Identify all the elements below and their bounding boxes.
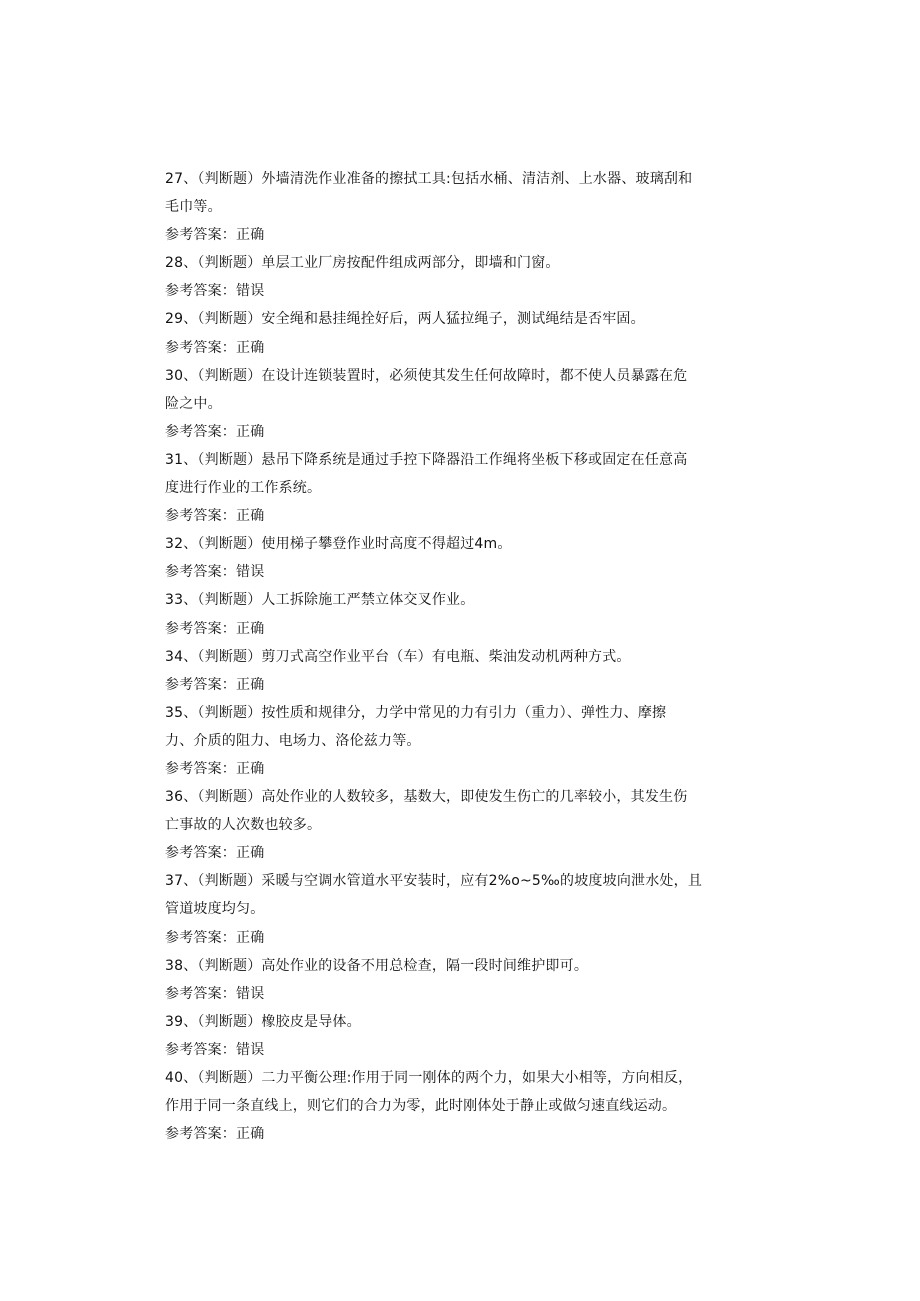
answer-value: 错误 bbox=[236, 1041, 265, 1058]
answer-line bbox=[165, 1120, 755, 1148]
question-type: （判断题） bbox=[197, 648, 262, 665]
answer-line bbox=[165, 671, 755, 699]
answer-label: 参考答案： bbox=[165, 339, 236, 356]
question-type: （判断题） bbox=[197, 311, 262, 328]
question-item bbox=[165, 1064, 755, 1148]
question-text-line bbox=[165, 390, 755, 418]
question-item bbox=[165, 699, 755, 783]
question-text: 毛巾等。 bbox=[165, 199, 222, 216]
answer-value: 正确 bbox=[236, 339, 265, 356]
question-type: （判断题） bbox=[197, 255, 262, 272]
question-text: 采暖与空调水管道水平安装时，应有2%o~5‰的坡度坡向泄水处，且 bbox=[261, 873, 703, 890]
question-type: （判断题） bbox=[197, 1013, 262, 1030]
answer-label: 参考答案： bbox=[165, 508, 236, 525]
question-text: 按性质和规律分，力学中常见的力有引力（重力）、弹性力、摩擦 bbox=[261, 704, 667, 721]
question-text-line bbox=[165, 362, 755, 390]
question-text-line bbox=[165, 530, 755, 558]
question-text: 高处作业的人数较多，基数大，即使发生伤亡的几率较小，其发生伤 bbox=[261, 789, 688, 806]
answer-line bbox=[165, 980, 755, 1008]
question-text: 单层工业厂房按配件组成两部分，即墙和门窗。 bbox=[261, 255, 560, 272]
question-text: 作用于同一条直线上，则它们的合力为零，此时刚体处于静止或做匀速直线运动。 bbox=[165, 1098, 677, 1115]
question-text-line bbox=[165, 643, 755, 671]
question-text: 剪刀式高空作业平台（车）有电瓶、柴油发动机两种方式。 bbox=[261, 648, 631, 665]
question-text: 安全绳和悬挂绳拴好后，两人猛拉绳子，测试绳结是否牢固。 bbox=[261, 311, 645, 328]
question-item bbox=[165, 1008, 755, 1064]
question-type: （判断题） bbox=[197, 367, 262, 384]
answer-value: 正确 bbox=[236, 760, 265, 777]
question-type: （判断题） bbox=[197, 592, 262, 609]
answer-value: 正确 bbox=[236, 929, 265, 946]
question-text: 在设计连锁装置时，必须使其发生任何故障时，都不使人员暴露在危 bbox=[261, 367, 688, 384]
question-text: 度进行作业的工作系统。 bbox=[165, 480, 322, 497]
question-text-line bbox=[165, 811, 755, 839]
answer-label: 参考答案： bbox=[165, 227, 236, 244]
answer-label: 参考答案： bbox=[165, 760, 236, 777]
question-number: 37、 bbox=[165, 873, 198, 890]
answer-value: 正确 bbox=[236, 423, 265, 440]
answer-line bbox=[165, 334, 755, 362]
answer-line bbox=[165, 615, 755, 643]
answer-label: 参考答案： bbox=[165, 1041, 236, 1058]
question-item bbox=[165, 586, 755, 642]
answer-value: 错误 bbox=[236, 985, 265, 1002]
answer-value: 错误 bbox=[236, 564, 265, 581]
question-number: 39、 bbox=[165, 1013, 198, 1030]
question-number: 38、 bbox=[165, 957, 198, 974]
question-number: 32、 bbox=[165, 536, 198, 553]
question-item bbox=[165, 952, 755, 1008]
question-text: 二力平衡公理:作用于同一刚体的两个力，如果大小相等，方向相反， bbox=[261, 1070, 693, 1086]
question-text-line bbox=[165, 305, 755, 333]
answer-label: 参考答案： bbox=[165, 676, 236, 693]
question-number: 33、 bbox=[165, 592, 198, 609]
question-number: 29、 bbox=[165, 311, 198, 328]
question-text-line bbox=[165, 586, 755, 614]
question-item bbox=[165, 249, 755, 305]
question-item bbox=[165, 362, 755, 446]
answer-label: 参考答案： bbox=[165, 564, 236, 581]
question-item bbox=[165, 446, 755, 530]
question-number: 40、 bbox=[165, 1070, 198, 1086]
question-text: 管道坡度均匀。 bbox=[165, 901, 265, 918]
question-text-line bbox=[165, 165, 755, 193]
answer-line bbox=[165, 558, 755, 586]
question-text: 力、介质的阻力、电场力、洛伦兹力等。 bbox=[165, 732, 421, 749]
answer-line bbox=[165, 755, 755, 783]
answer-value: 正确 bbox=[236, 845, 265, 862]
answer-label: 参考答案： bbox=[165, 929, 236, 946]
answer-value: 正确 bbox=[236, 620, 265, 637]
question-type: （判断题） bbox=[197, 451, 262, 468]
answer-line bbox=[165, 277, 755, 305]
question-text: 险之中。 bbox=[165, 395, 222, 412]
question-text-line bbox=[165, 783, 755, 811]
answer-value: 正确 bbox=[236, 227, 265, 244]
question-text: 外墙清洗作业准备的擦拭工具:包括水桶、清洁剂、上水器、玻璃刮和 bbox=[261, 171, 693, 187]
question-number: 31、 bbox=[165, 451, 198, 468]
answer-label: 参考答案： bbox=[165, 845, 236, 862]
question-text: 亡事故的人次数也较多。 bbox=[165, 817, 322, 834]
question-type: （判断题） bbox=[197, 957, 262, 974]
answer-value: 正确 bbox=[236, 1126, 265, 1143]
question-type: （判断题） bbox=[197, 704, 262, 721]
answer-line bbox=[165, 839, 755, 867]
question-type: （判断题） bbox=[197, 873, 262, 890]
question-list bbox=[165, 165, 755, 1148]
question-number: 34、 bbox=[165, 648, 198, 665]
answer-label: 参考答案： bbox=[165, 283, 236, 300]
question-number: 27、 bbox=[165, 171, 198, 187]
answer-label: 参考答案： bbox=[165, 1126, 236, 1143]
question-text: 高处作业的设备不用总检查，隔一段时间维护即可。 bbox=[261, 957, 589, 974]
question-number: 35、 bbox=[165, 704, 198, 721]
question-text-line bbox=[165, 699, 755, 727]
question-text-line bbox=[165, 446, 755, 474]
question-text-line bbox=[165, 474, 755, 502]
question-type: （判断题） bbox=[197, 789, 262, 806]
answer-label: 参考答案： bbox=[165, 620, 236, 637]
question-number: 30、 bbox=[165, 367, 198, 384]
question-item bbox=[165, 165, 755, 249]
answer-label: 参考答案： bbox=[165, 985, 236, 1002]
question-text-line bbox=[165, 193, 755, 221]
question-text-line bbox=[165, 1064, 755, 1092]
answer-label: 参考答案： bbox=[165, 423, 236, 440]
answer-value: 错误 bbox=[236, 283, 265, 300]
question-text-line bbox=[165, 1092, 755, 1120]
question-text: 使用梯子攀登作业时高度不得超过4m。 bbox=[261, 536, 512, 553]
answer-line bbox=[165, 1036, 755, 1064]
question-text: 悬吊下降系统是通过手控下降器沿工作绳将坐板下移或固定在任意高 bbox=[261, 451, 688, 468]
answer-value: 正确 bbox=[236, 508, 265, 525]
answer-line bbox=[165, 502, 755, 530]
question-type: （判断题） bbox=[197, 171, 262, 187]
answer-value: 正确 bbox=[236, 676, 265, 693]
question-number: 28、 bbox=[165, 255, 198, 272]
question-text-line bbox=[165, 952, 755, 980]
question-number: 36、 bbox=[165, 789, 198, 806]
question-item bbox=[165, 305, 755, 361]
question-type: （判断题） bbox=[197, 536, 262, 553]
answer-line bbox=[165, 924, 755, 952]
question-text-line bbox=[165, 727, 755, 755]
question-text-line bbox=[165, 895, 755, 923]
question-text-line bbox=[165, 867, 755, 895]
question-text: 人工拆除施工严禁立体交叉作业。 bbox=[261, 592, 475, 609]
question-item bbox=[165, 783, 755, 867]
question-item bbox=[165, 867, 755, 951]
question-text-line bbox=[165, 1008, 755, 1036]
question-type: （判断题） bbox=[197, 1070, 262, 1086]
question-item bbox=[165, 530, 755, 586]
question-text: 橡胶皮是导体。 bbox=[261, 1013, 361, 1030]
answer-line bbox=[165, 221, 755, 249]
answer-line bbox=[165, 418, 755, 446]
question-text-line bbox=[165, 249, 755, 277]
question-item bbox=[165, 643, 755, 699]
